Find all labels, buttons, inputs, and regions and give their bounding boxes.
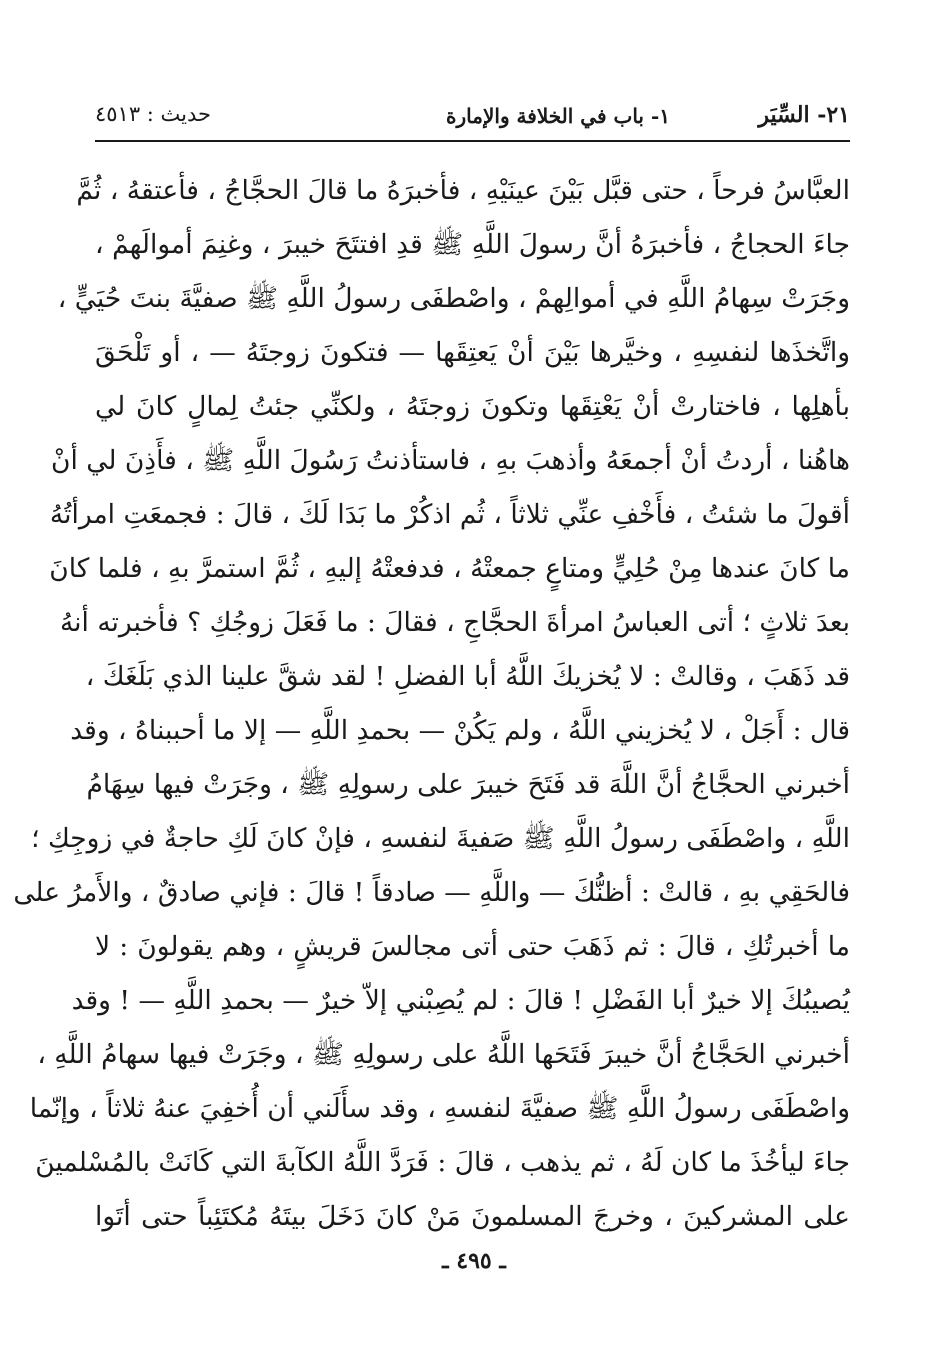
text-line: فالحَقِي بهِ ، قالتْ : أظنُّكَ — واللَّهِ — صادقاً ! قالَ : فإني صادقٌ ، والأَمرُ على [13,877,850,908]
text-line: أخبرني الحَجَّاجُ أنَّ خيبرَ فَتَحَها اللَّهُ على رسولِهِ ﷺ ، وجَرَتْ فيها سهامُ اللَّهِ ، [37,1039,850,1070]
text-line: أقولَ ما شئتُ ، فأَخْفِ عنِّي ثلاثاً ، ثُم اذكُرْ ما بَدَا لَكَ ، قالَ : فجمعَتِ امرأتُهُ [49,499,850,530]
section-title: ١- باب في الخلافة والإمارة [446,104,670,128]
text-line: أخبرني الحجَّاجُ أنَّ اللَّهَ قد فَتَحَ خيبرَ على رسولِهِ ﷺ ، وجَرَتْ فيها سِهَامُ [86,769,850,800]
text-line: جاءَ ليأخُذَ ما كان لَهُ ، ثم يذهب ، قالَ : فَرَدَّ اللَّهُ الكآبةَ التي كَانَتْ بالمُسْلمينَ [35,1147,850,1178]
body-text [13,164,850,1244]
text-line: واتَّخذَها لنفسِهِ ، وخيَّرها بَيْنَ أنْ يَعتِقَها — فتكونَ زوجتَهُ — ، أو تَلْحَقَ [95,337,850,368]
text-line: جاءَ الحجاجُ ، فأخبرَهُ أنَّ رسولَ اللَّهِ ﷺ قدِ افتتَحَ خيبرَ ، وغنِمَ أموالَهمْ ، [95,229,850,260]
text-line: اللَّهِ ، واصْطَفَى رسولُ اللَّهِ ﷺ صَفيةَ لنفسهِ ، فإنْ كانَ لَكِ حاجةٌ في زوجِكِ ؛ [31,823,850,854]
text-line: قد ذَهَبَ ، وقالتْ : لا يُخزيكَ اللَّهُ أبا الفضلِ ! لقد شقَّ علينا الذي بَلَغَكَ ، [85,661,850,692]
chapter-title: ٢١- السِّيَر [758,102,850,128]
page-number: ـ ٤٩٥ ـ [442,1248,506,1274]
header-divider [95,140,850,142]
text-line: يُصيبُكَ إلا خيرٌ أبا الفَضْلِ ! قالَ : لم يُصِبْني إلاّ خيرٌ — بحمدِ اللَّهِ — ! وقد [71,985,850,1016]
text-line: قال : أَجَلْ ، لا يُخزيني اللَّهُ ، ولم يَكُنْ — بحمدِ اللَّهِ — إلا ما أحببناهُ ، وقد [70,715,850,746]
text-line: ما أخبرتُكِ ، قالَ : ثم ذَهَبَ حتى أتى مجالسَ قريشٍ ، وهم يقولونَ : لا [95,931,850,962]
page-header [95,96,850,136]
hadith-number: حديث : ٤٥١٣ [95,102,212,126]
text-line: هاهُنا ، أردتُ أنْ أجمعَهُ وأذهبَ بهِ ، فاستأذنتُ رَسُولَ اللَّهِ ﷺ ، فأَذِنَ لي أنْ [50,445,850,476]
text-line: العبَّاسُ فرحاً ، حتى قبَّل بَيْنَ عينَيْهِ ، فأخبرَهُ ما قالَ الحجَّاجُ ، فأعتقهُ ، ثُمَّ [76,175,850,206]
text-line: بأهلِها ، فاختارتْ أنْ يَعْتِقَها وتكونَ زوجتَهُ ، ولكنِّي جئتُ لِمالٍ كانَ لي [95,391,850,422]
text-line: ما كانَ عندها مِنْ حُلِيٍّ ومتاعٍ جمعتْهُ ، فدفعتْهُ إليهِ ، ثُمَّ استمرَّ بهِ ، فلما كانَ [49,553,850,584]
text-line: على المشركينَ ، وخرجَ المسلمونَ مَنْ كانَ دَخَلَ بيتَهُ مُكتَئِباً حتى أتَوا [95,1201,850,1232]
text-line: بعدَ ثلاثٍ ؛ أتى العباسُ امرأةَ الحجَّاجِ ، فقالَ : ما فَعَلَ زوجُكِ ؟ فأخبرته أنهُ [59,607,850,638]
text-line: وجَرَتْ سِهامُ اللَّهِ في أموالِهمْ ، واصْطفَى رسولُ اللَّهِ ﷺ صفيَّةَ بنتَ حُيَيٍّ ، [57,283,850,314]
text-line: واصْطَفَى رسولُ اللَّهِ ﷺ صفيَّةَ لنفسهِ ، وقد سأَلَني أن أُخفِيَ عنهُ ثلاثاً ، وإنّما [29,1093,850,1124]
